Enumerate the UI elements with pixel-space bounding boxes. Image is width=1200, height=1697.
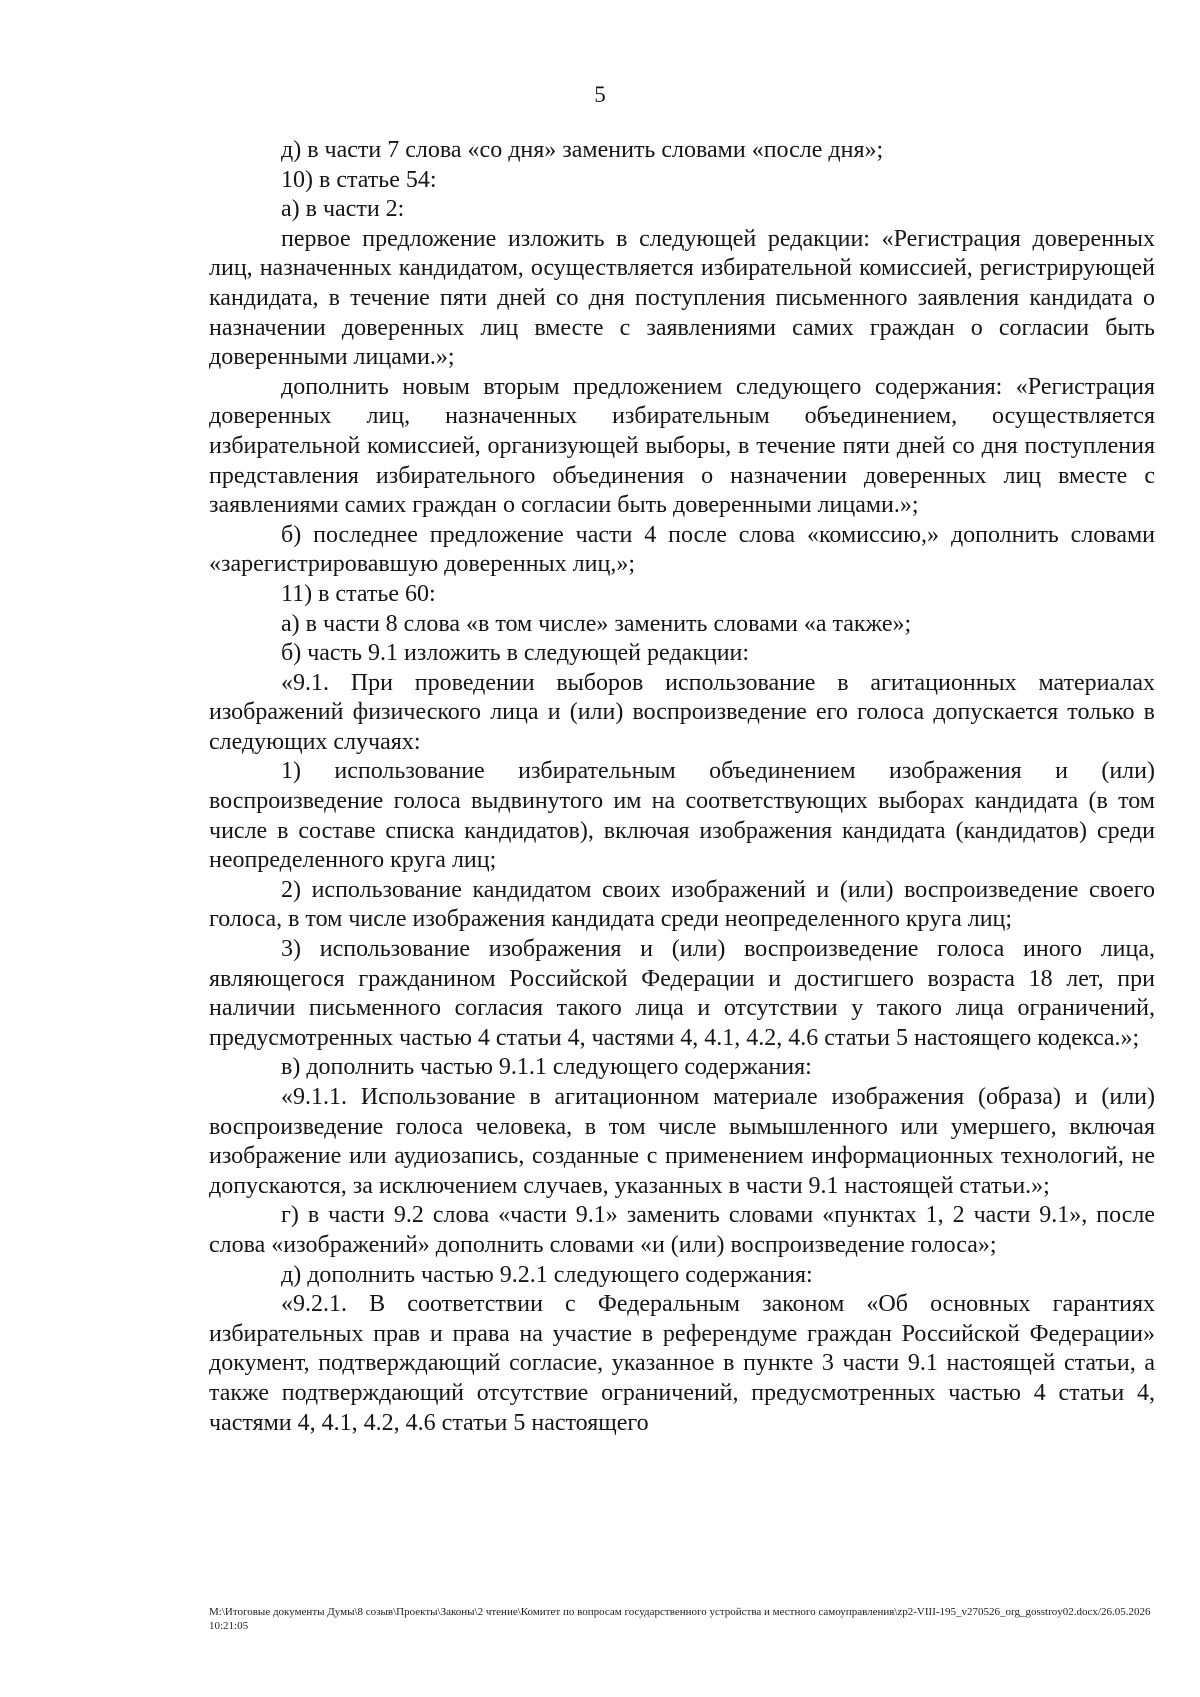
file-path-footer: M:\Итоговые документы Думы\8 созыв\Проекты\Законы\2 чтение\Комитет по вопросам государственного устройства и местного самоуправления\zp2-VIII-195_v270526_org_gosstroy02.docx/26.05.2026 10:21:05 (209, 1606, 1151, 1632)
paragraph-1: д) в части 7 слова «со дня» заменить словами «после дня»; (281, 137, 884, 163)
paragraph-9: б) часть 9.1 изложить в следующей редакции: (281, 640, 750, 667)
paragraph-2: 10) в статье 54: (281, 166, 437, 193)
paragraph-7: 11) в статье 60: (281, 580, 436, 607)
paragraph-10: «9.1. При проведении выборов использование в агитационных материалах изображений физического лица и (или) воспроизведение его голоса допускается только в следующих случаях: (209, 669, 1155, 755)
paragraph-14: в) дополнить частью 9.1.1 следующего содержания: (281, 1054, 812, 1081)
paragraph-13: 3) использование изображения и (или) воспроизведение голоса иного лица, являющегося гражданином Российской Федерации и достигшего возраста 18 лет, при наличии письменного согласия такого лица и отсутствии у такого лица ограничений, предусмотренных частью 4 статьи 4, частями 4, 4.1, 4.2, 4.6 статьи 5 настоящего кодекса.»; (209, 936, 1155, 1051)
paragraph-4: первое предложение изложить в следующей редакции: «Регистрация доверенных лиц, назначенных кандидатом, осуществляется избирательной комиссией, регистрирующей кандидата, в течение пяти дней со дня поступления письменного заявления кандидата о назначении доверенных лиц вместе с заявлениями самих граждан о согласии быть доверенными лицами.»; (209, 225, 1155, 371)
paragraph-11: 1) использование избирательным объединением изображения и (или) воспроизведение голоса выдвинутого им на соответствующих выборах кандидата (в том числе в составе списка кандидатов), включая изображения кандидата (кандидатов) среди неопределенного круга лиц; (209, 758, 1155, 874)
paragraph-17: д) дополнить частью 9.2.1 следующего содержания: (281, 1261, 813, 1288)
paragraph-15: «9.1.1. Использование в агитационном материале изображения (образа) и (или) воспроизведение голоса человека, в том числе вымышленного или умершего, включая изображение или аудиозапись, созданные с применением информационных технологий, не допускаются, за исключением случаев, указанных в части 9.1 настоящей статьи.»; (209, 1084, 1155, 1199)
paragraph-18: «9.2.1. В соответствии с Федеральным законом «Об основных гарантиях избирательных прав и права на участие в референдуме граждан Российской Федерации» документ, подтверждающий согласие, указанное в пункте 3 части 9.1 настоящей статьи, а также подтверждающий отсутствие ограничений, предусмотренных частью 4 статьи 4, частями 4, 4.1, 4.2, 4.6 статьи 5 настоящего (209, 1291, 1155, 1436)
paragraph-12: 2) использование кандидатом своих изображений и (или) воспроизведение своего голоса, в том числе изображения кандидата среди неопределенного круга лиц; (209, 876, 1155, 933)
page-number: 5 (594, 82, 606, 107)
document-body (209, 136, 1155, 1438)
paragraph-8: а) в части 8 слова «в том числе» заменить словами «а также»; (281, 610, 912, 637)
paragraph-6: б) последнее предложение части 4 после слова «комиссию,» дополнить словами «зарегистрировавшую доверенных лиц,»; (209, 521, 1155, 578)
paragraph-16: г) в части 9.2 слова «части 9.1» заменить словами «пунктах 1, 2 части 9.1», после слова «изображений» дополнить словами «и (или) воспроизведение голоса»; (209, 1202, 1155, 1258)
paragraph-5: дополнить новым вторым предложением следующего содержания: «Регистрация доверенных лиц, назначенных избирательным объединением, осуществляется избирательной комиссией, организующей выборы, в течение пяти дней со дня поступления представления избирательного объединения о назначении доверенных лиц вместе с заявлениями самих граждан о согласии быть доверенными лицами.»; (209, 373, 1155, 519)
paragraph-3: а) в части 2: (281, 196, 405, 223)
